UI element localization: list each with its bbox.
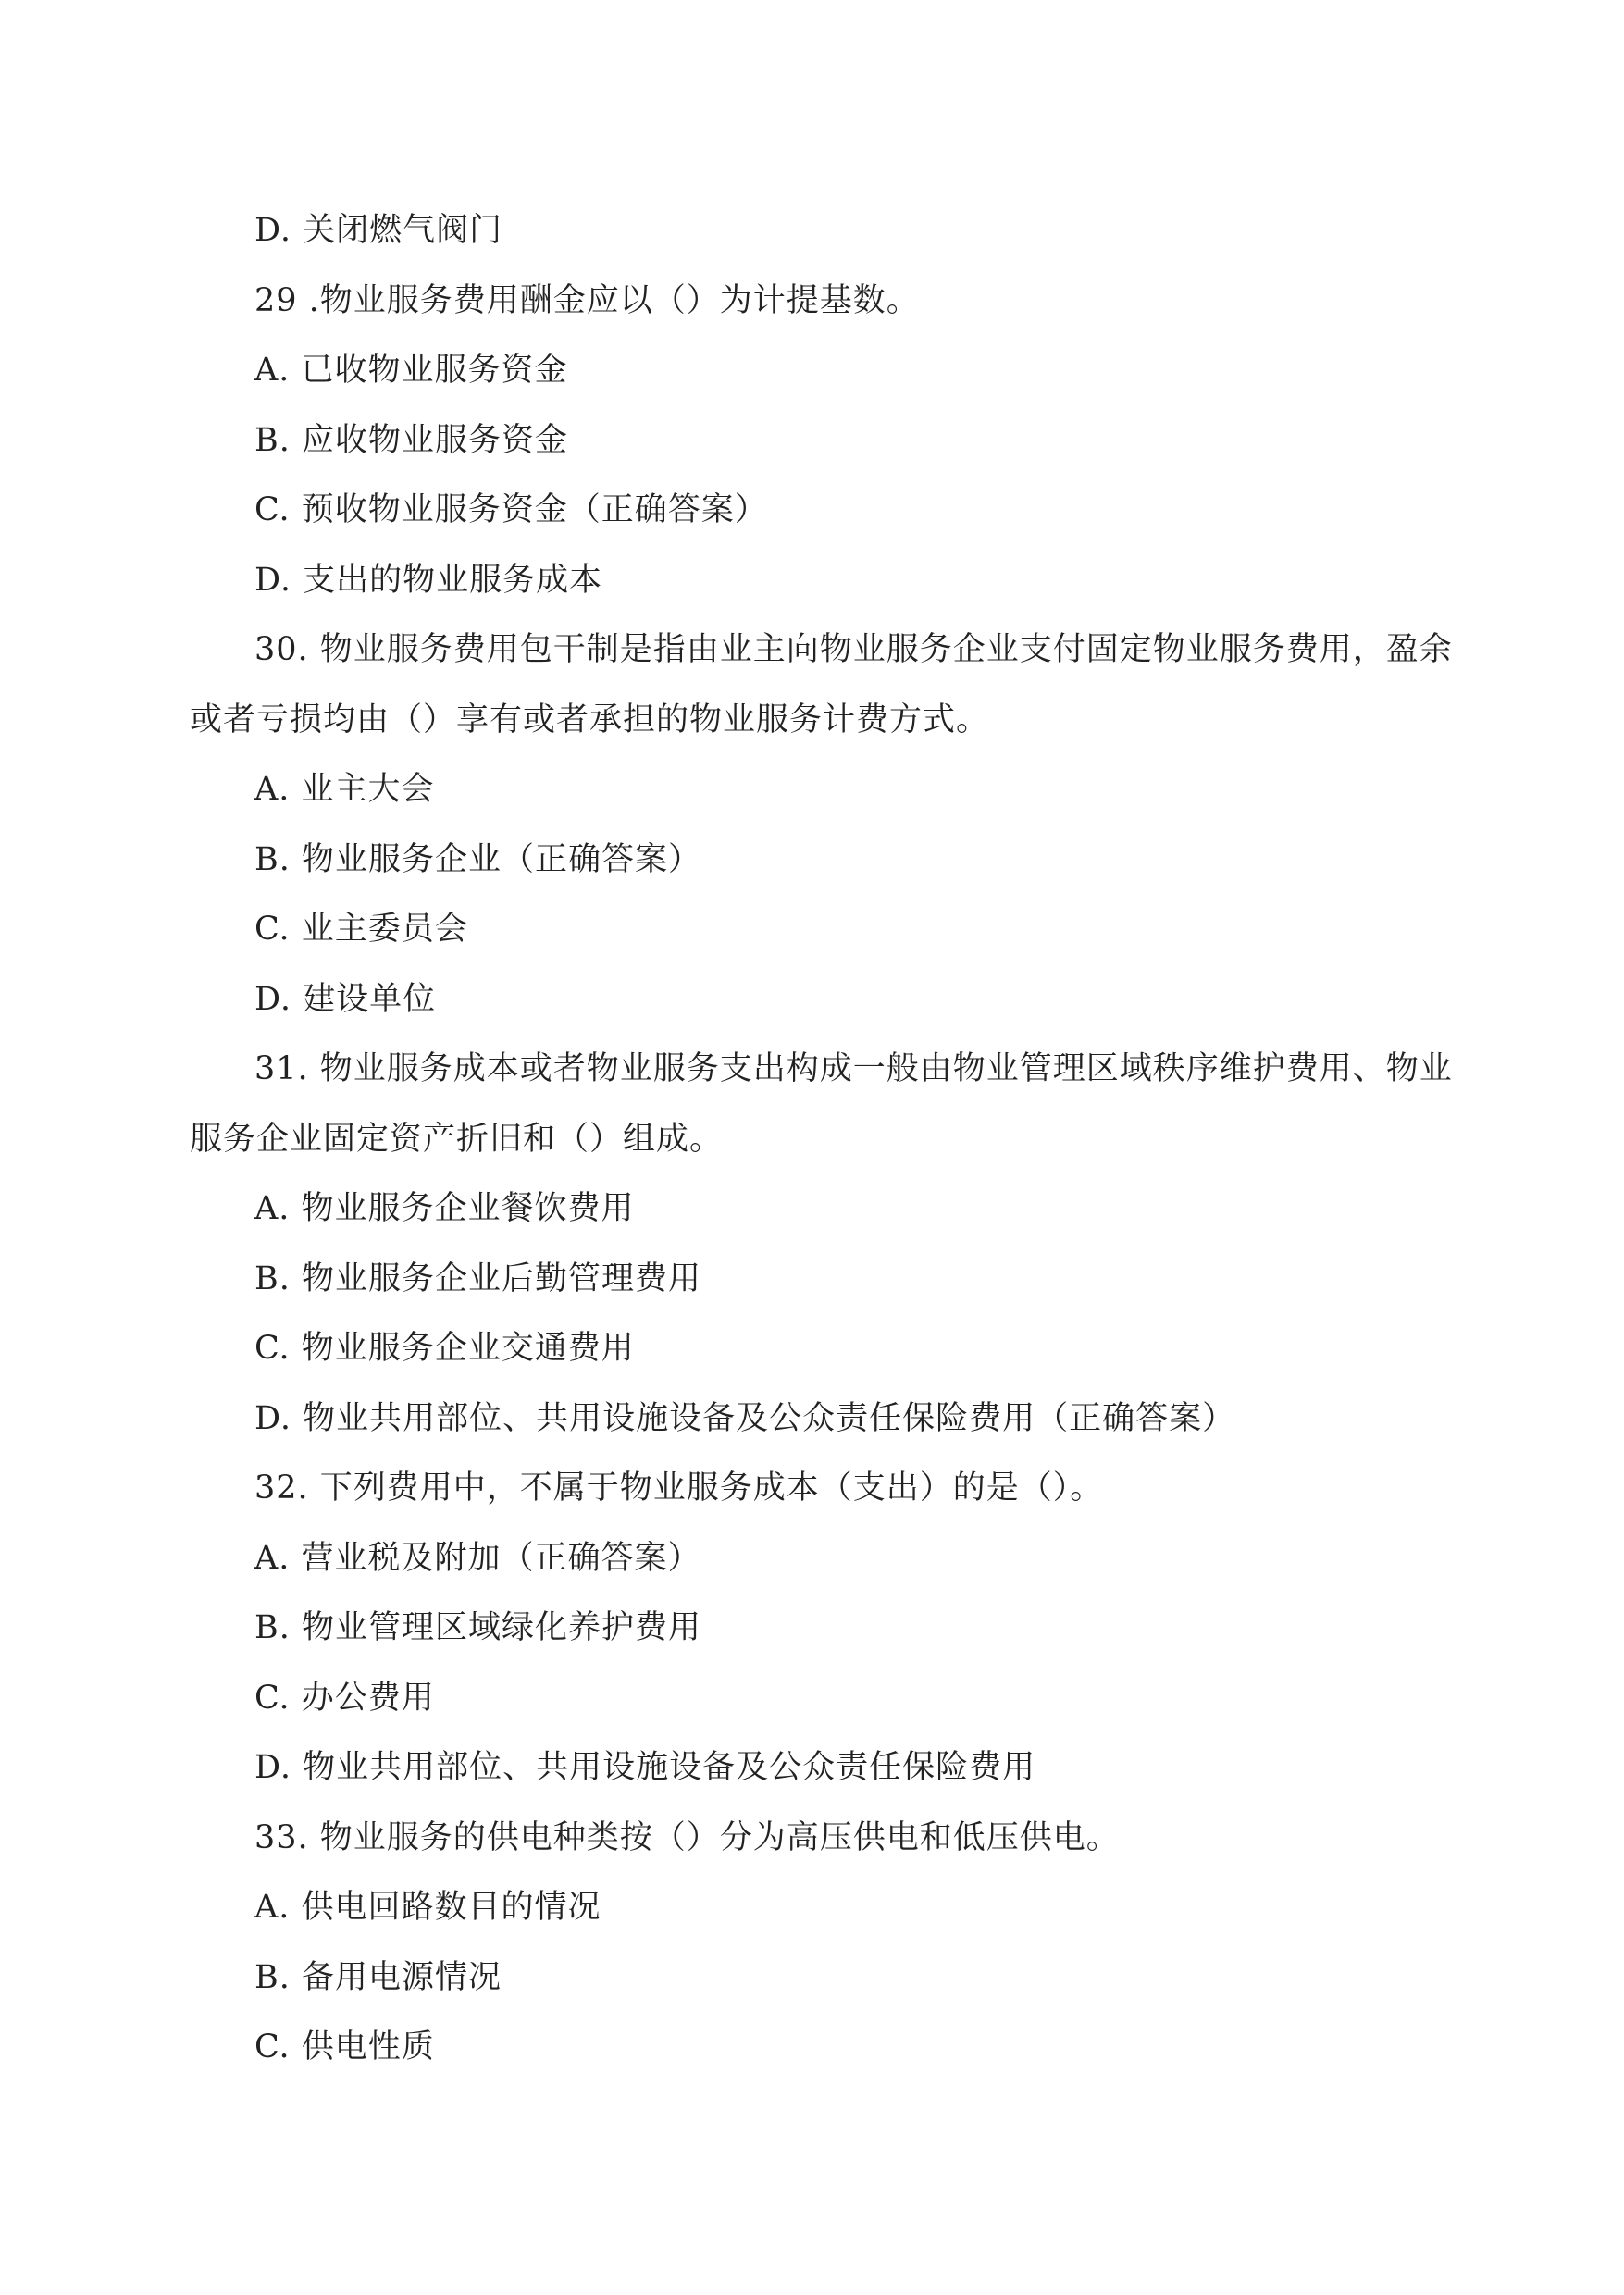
answer-option: A. 业主大会 [254,771,435,808]
answer-option: B. 物业服务企业后勤管理费用 [254,1259,701,1297]
answer-option: B. 物业服务企业（正确答案） [254,840,701,878]
answer-option: D. 建设单位 [254,980,437,1018]
answer-option: C. 物业服务企业交通费用 [254,1330,635,1367]
answer-option: D. 关闭燃气阀门 [254,212,503,249]
answer-option: B. 应收物业服务资金 [254,421,568,459]
answer-option: C. 预收物业服务资金（正确答案） [254,491,768,528]
question-text-continued: 服务企业固定资产折旧和（）组成。 [190,1120,724,1158]
question-text: 32. 下列费用中，不属于物业服务成本（支出）的是（）。 [254,1470,1104,1507]
question-text: 31. 物业服务成本或者物业服务支出构成一般由物业管理区域秩序维护费用、物业 [254,1050,1453,1087]
question-text: 30. 物业服务费用包干制是指由业主向物业服务企业支付固定物业服务费用，盈余 [254,631,1453,668]
question-text-continued: 或者亏损均由（）享有或者承担的物业服务计费方式。 [190,701,990,738]
answer-option: A. 物业服务企业餐饮费用 [254,1190,635,1227]
answer-option: C. 办公费用 [254,1679,435,1717]
answer-option: B. 物业管理区域绿化养护费用 [254,1609,701,1646]
answer-option: A. 已收物业服务资金 [254,352,568,389]
question-text: 33. 物业服务的供电种类按（）分为高压供电和低压供电。 [254,1818,1120,1856]
answer-option: A. 营业税及附加（正确答案） [254,1539,701,1577]
question-text: 29 .物业服务费用酬金应以（）为计提基数。 [254,281,920,319]
document-body [190,196,1453,2083]
answer-option: B. 备用电源情况 [254,1958,502,1996]
answer-option: D. 物业共用部位、共用设施设备及公众责任保险费用 [254,1749,1036,1786]
answer-option: D. 物业共用部位、共用设施设备及公众责任保险费用（正确答案） [254,1399,1236,1437]
answer-option: A. 供电回路数目的情况 [254,1889,601,1926]
answer-option: C. 业主委员会 [254,911,468,948]
answer-option: C. 供电性质 [254,2028,435,2066]
answer-option: D. 支出的物业服务成本 [254,561,603,599]
